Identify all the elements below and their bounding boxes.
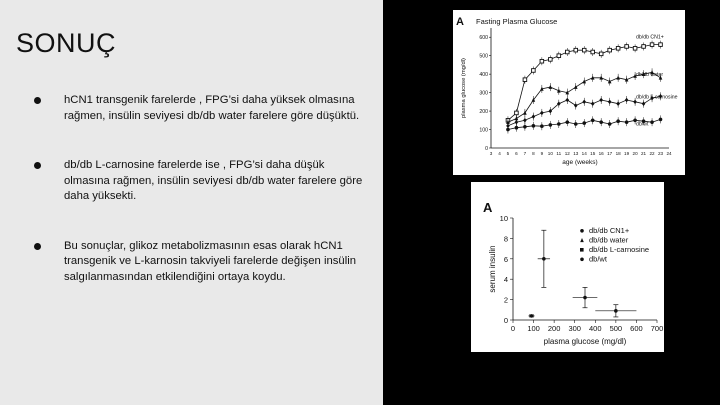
data-point [540, 124, 544, 128]
bullet-text: hCN1 transgenik farelerde , FPG’si daha yüksek olmasına rağmen, insülin seviyesi db/db water farelere göre düşüktü. [64, 94, 360, 122]
x-tick-label: 700 [650, 324, 664, 333]
x-tick-label: 24 [666, 151, 672, 156]
data-point [549, 85, 553, 89]
x-tick-label: 18 [615, 151, 621, 156]
data-point [565, 120, 569, 124]
insulin-scatter-chart [471, 182, 664, 352]
x-tick-label: 200 [547, 324, 561, 333]
x-tick-label: 7 [523, 151, 527, 156]
legend-marker [580, 248, 584, 252]
data-point [582, 121, 586, 125]
x-tick-label: 5 [506, 151, 510, 156]
glucose-line-chart [453, 10, 685, 175]
data-point [591, 119, 595, 123]
legend-marker [580, 258, 584, 262]
panel-letter: A [456, 16, 464, 28]
x-tick-label: 400 [589, 324, 602, 333]
data-point [523, 125, 527, 129]
data-point [582, 100, 586, 105]
data-point [574, 122, 578, 126]
y-tick-label: 300 [479, 90, 488, 97]
legend-label: db/wt [589, 254, 607, 264]
y-tick-label: 500 [479, 53, 488, 60]
x-tick-label: 17 [607, 151, 613, 156]
data-point [565, 98, 569, 103]
bullet-dot-icon [34, 97, 41, 104]
data-point [599, 120, 603, 124]
data-point [549, 58, 553, 62]
x-tick-label: 19 [624, 151, 630, 156]
legend-label: db/db L-carnosine [589, 245, 650, 254]
x-axis-label: plasma glucose (mg/dl) [543, 337, 627, 346]
x-tick-label: 12 [564, 151, 570, 156]
chart-title: Fasting Plasma Glucose [476, 17, 558, 26]
data-point [616, 119, 620, 123]
y-tick-label: 0 [503, 316, 508, 325]
data-point [532, 124, 536, 128]
data-point [642, 45, 646, 49]
x-tick-label: 100 [527, 324, 540, 333]
data-point [542, 257, 546, 261]
data-point [608, 122, 612, 126]
data-point [574, 103, 578, 108]
x-axis-label: age (weeks) [562, 159, 598, 166]
y-tick-label: 8 [503, 234, 508, 244]
x-tick-label: 21 [641, 151, 647, 156]
x-tick-label: 14 [581, 151, 587, 156]
bullet-item [34, 158, 369, 205]
x-tick-label: 600 [630, 324, 643, 333]
data-point [599, 52, 603, 56]
y-tick-label: 0 [485, 146, 488, 152]
x-tick-label: 4 [498, 151, 501, 156]
bullet-text: Bu sonuçlar, glikoz metabolizmasının esas olarak hCN1 transgenik ve L-karnosin takviyeli farelerde değişen insülin salgılanmasından etkilendiğini ortaya koydu. [64, 239, 356, 284]
data-point [532, 114, 536, 119]
data-point [540, 111, 544, 116]
x-tick-label: 9 [540, 151, 544, 156]
y-tick-label: 6 [503, 254, 508, 264]
x-tick-label: 22 [649, 151, 655, 156]
data-point [557, 54, 561, 58]
x-tick-label: 6 [515, 151, 518, 156]
data-point [515, 126, 519, 130]
data-point [574, 48, 578, 52]
x-tick-label: 16 [598, 151, 604, 156]
data-point [557, 122, 561, 126]
bullet-dot-icon [34, 243, 41, 250]
legend-marker [580, 229, 584, 233]
data-point [532, 69, 536, 73]
data-point [616, 47, 620, 51]
data-point [583, 296, 587, 300]
x-tick-label: 13 [573, 151, 579, 156]
data-point [625, 98, 629, 103]
bullet-item [34, 239, 369, 286]
x-tick-label: 500 [609, 324, 623, 333]
data-point [650, 120, 654, 124]
legend-marker [580, 238, 584, 242]
data-point [625, 45, 629, 49]
bullet-text: db/db L-carnosine farelerde ise , FPG’si daha düşük olmasına rağmen, insülin seviyesi db/db water farelere göre daha yüksekti. [64, 159, 363, 203]
legend-label: db/db water [589, 235, 629, 245]
data-point [650, 43, 654, 47]
y-tick-label: 2 [503, 295, 508, 305]
data-point [608, 100, 612, 105]
x-tick-label: 20 [632, 151, 638, 156]
data-point [659, 43, 663, 47]
y-axis-label: plasma glucose (mg/dl) [461, 58, 467, 118]
data-point [523, 118, 527, 123]
insulin-figure [471, 182, 664, 352]
data-point [540, 59, 544, 63]
data-point [530, 314, 534, 318]
data-point [549, 123, 553, 127]
data-point [591, 50, 595, 54]
bullet-item [34, 93, 369, 124]
y-tick-label: 4 [503, 275, 508, 285]
data-point [565, 50, 569, 54]
data-point [659, 118, 663, 122]
x-tick-label: 15 [590, 151, 596, 156]
x-tick-label: 11 [556, 151, 562, 156]
x-tick-label: 8 [532, 151, 535, 156]
data-point [616, 76, 620, 80]
x-tick-label: 3 [489, 151, 493, 156]
data-point [515, 111, 519, 115]
data-point [625, 120, 629, 124]
data-point [616, 101, 620, 106]
data-point [574, 85, 578, 89]
data-point [642, 101, 646, 106]
glucose-figure [453, 10, 685, 175]
y-tick-label: 200 [479, 109, 488, 116]
series-label: db/db L-carnosine [636, 94, 678, 101]
x-tick-label: 0 [510, 324, 516, 333]
panel-letter: A [483, 200, 493, 215]
series-label: db/db CN1+ [636, 34, 664, 41]
y-tick-label: 100 [479, 127, 488, 134]
y-axis-label: serum insulin [488, 245, 497, 293]
data-point [506, 128, 510, 132]
y-tick-label: 400 [479, 72, 488, 79]
series-label: db/wt [636, 121, 649, 128]
data-point [582, 48, 586, 52]
data-point [633, 47, 637, 51]
slide-title: SONUÇ [16, 28, 117, 58]
x-tick-label: 10 [547, 151, 553, 156]
y-tick-label: 600 [479, 35, 488, 42]
bullet-list [34, 93, 369, 320]
bullet-dot-icon [34, 162, 41, 169]
legend-label: db/db CN1+ [589, 226, 630, 235]
x-tick-label: 23 [657, 151, 664, 156]
data-point [591, 101, 595, 106]
y-tick-label: 10 [499, 214, 508, 223]
data-point [523, 78, 527, 82]
data-point [608, 48, 612, 52]
x-tick-label: 300 [568, 324, 581, 333]
data-point [599, 98, 603, 103]
data-point [614, 309, 618, 313]
series-label: db/db water [636, 71, 664, 78]
